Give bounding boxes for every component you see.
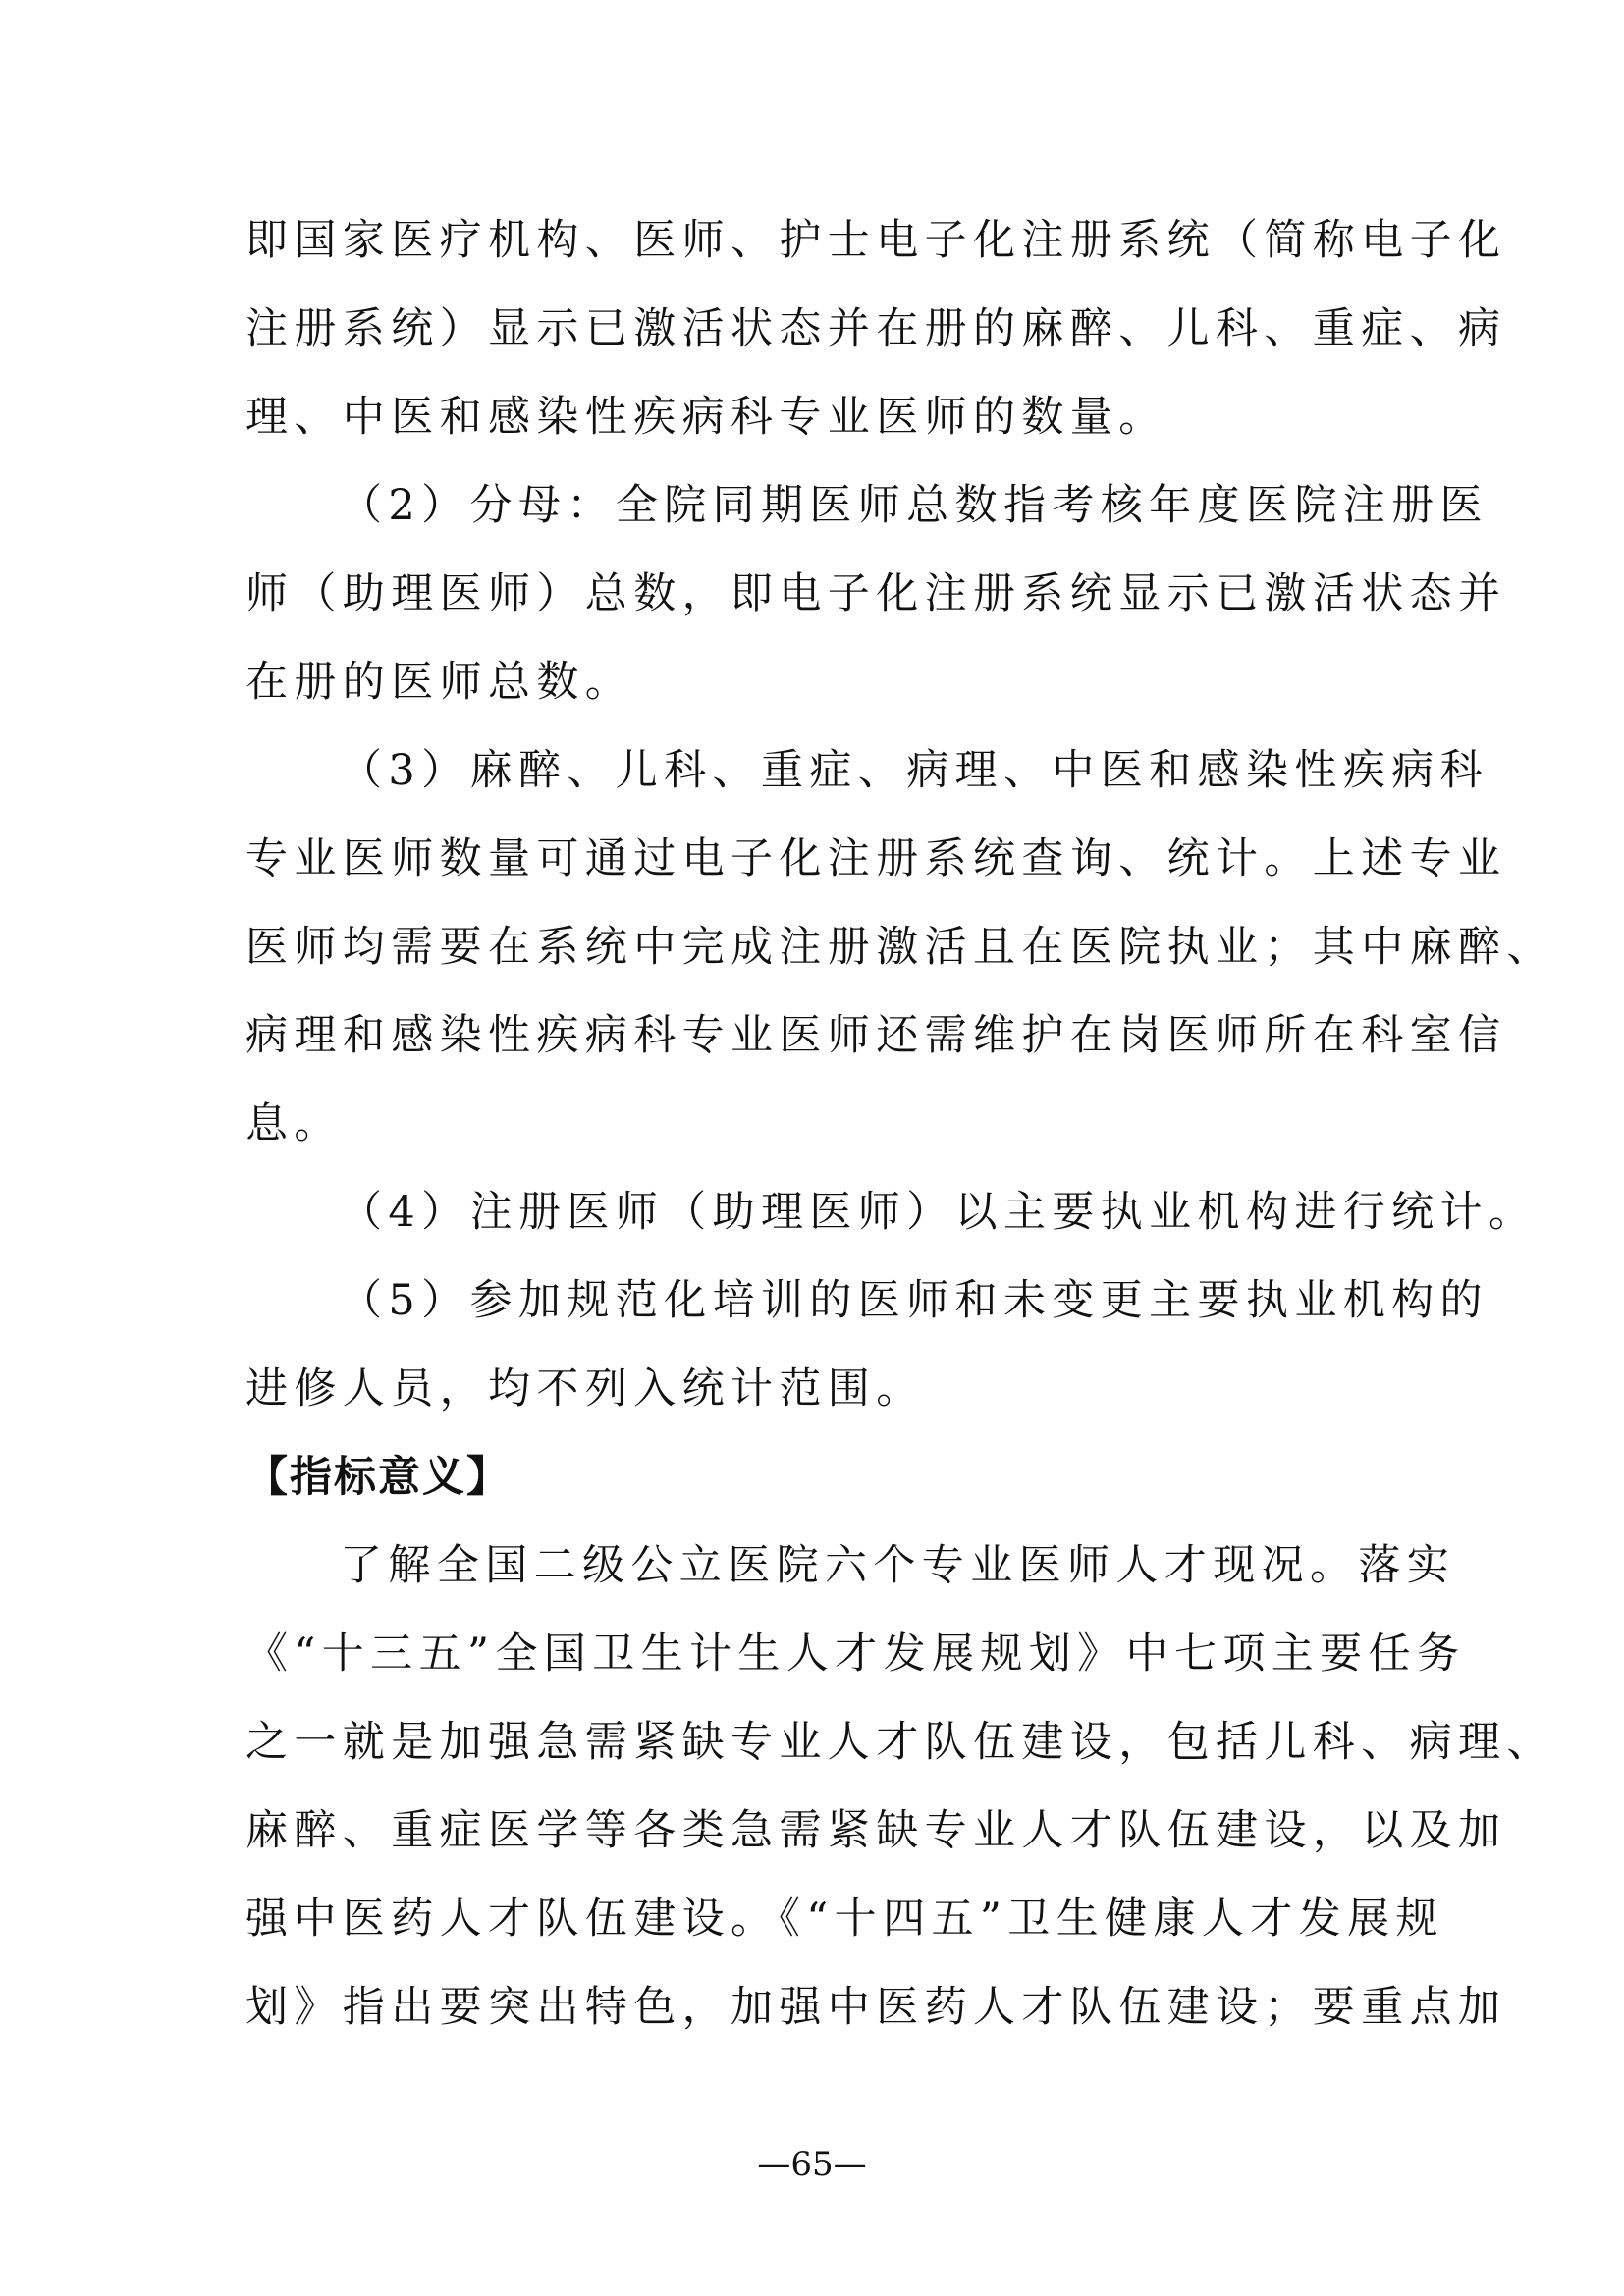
page-number: —65— — [757, 2145, 867, 2184]
paragraph-start-denominator: （2）分母：全院同期医师总数指考核年度医院注册医 — [340, 481, 1489, 530]
section-heading: 【指标意义】 — [245, 1453, 511, 1502]
body-text-line: 进修人员，均不列入统计范围。 — [245, 1364, 925, 1414]
body-text-line: 强中医药人才队伍建设。《“十四五”卫生健康人才发展规 — [245, 1895, 1444, 1944]
body-text-line: 师（助理医师）总数，即电子化注册系统显示已激活状态并 — [245, 569, 1507, 618]
paragraph-start-significance: 了解全国二级公立医院六个专业医师人才现况。落实 — [340, 1541, 1456, 1590]
document-body — [245, 196, 1555, 2052]
body-text-line: 之一就是加强急需紧缺专业人才队伍建设，包括儿科、病理、 — [245, 1718, 1555, 1767]
body-text-line: 专业医师数量可通过电子化注册系统查询、统计。上述专业 — [245, 834, 1507, 883]
body-text-line: 麻醉、重症医学等各类急需紧缺专业人才队伍建设，以及加 — [245, 1806, 1507, 1855]
body-text-line: 医师均需要在系统中完成注册激活且在医院执业；其中麻醉、 — [245, 923, 1555, 972]
paragraph-start-item-4: （4）注册医师（助理医师）以主要执业机构进行统计。 — [340, 1188, 1538, 1237]
paragraph-start-item-5: （5）参加规范化培训的医师和未变更主要执业机构的 — [340, 1276, 1489, 1325]
body-text-line: 理、中医和感染性疾病科专业医师的数量。 — [245, 393, 1167, 442]
body-text-line: 在册的医师总数。 — [245, 658, 634, 707]
body-text-line: 即国家医疗机构、医师、护士电子化注册系统（简称电子化 — [245, 216, 1507, 265]
body-text-line: 《“十三五”全国卫生计生人才发展规划》中七项主要任务 — [245, 1629, 1466, 1679]
body-text-line: 息。 — [245, 1099, 343, 1148]
paragraph-start-item-3: （3）麻醉、儿科、重症、病理、中医和感染性疾病科 — [340, 746, 1489, 795]
body-text-line: 划》指出要突出特色，加强中医药人才队伍建设；要重点加 — [245, 1983, 1507, 2032]
body-text-line: 注册系统）显示已激活状态并在册的麻醉、儿科、重症、病 — [245, 304, 1507, 353]
body-text-line: 病理和感染性疾病科专业医师还需维护在岗医师所在科室信 — [245, 1011, 1507, 1060]
